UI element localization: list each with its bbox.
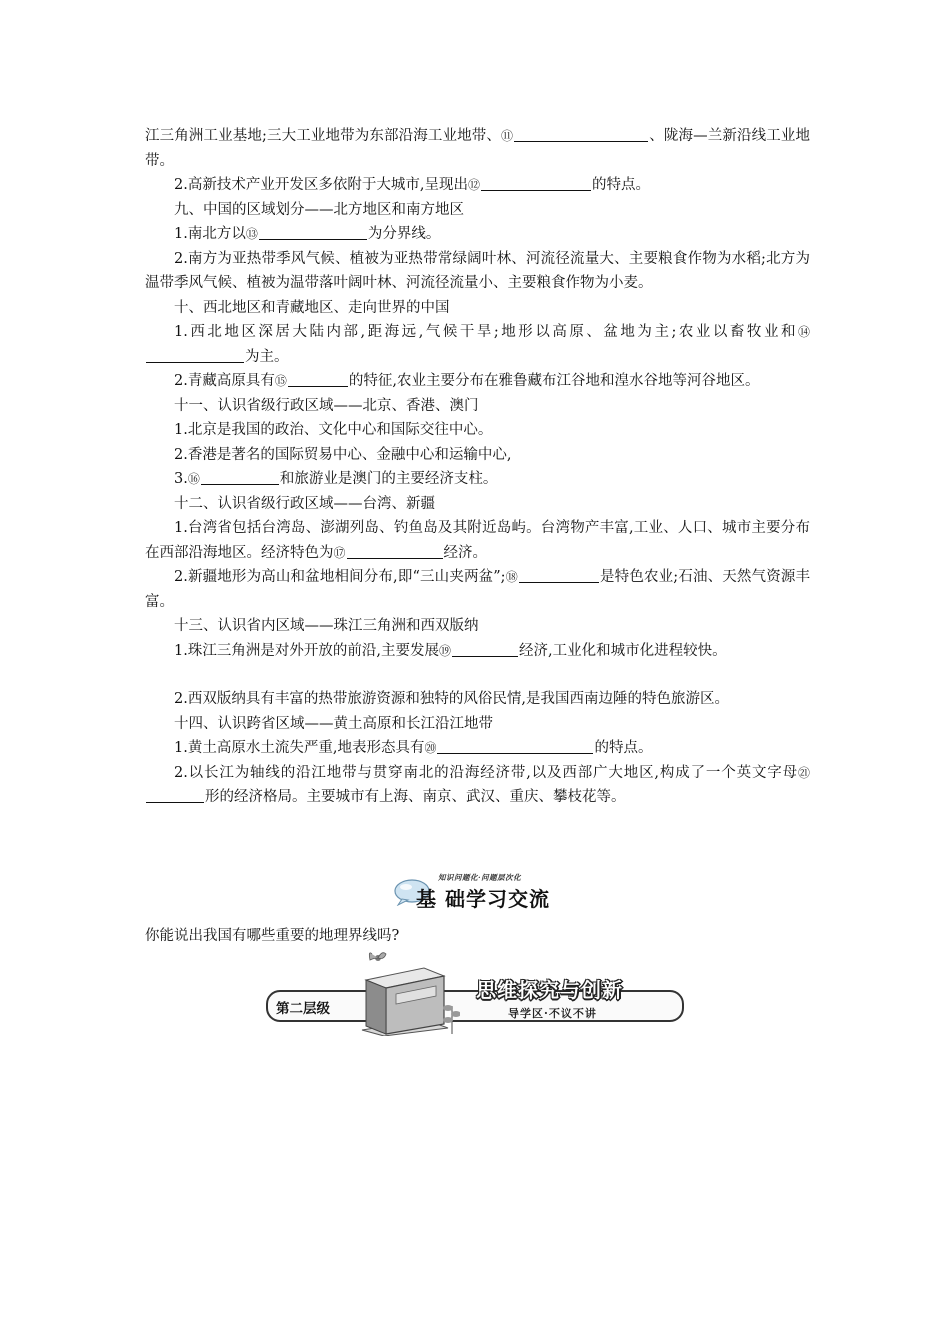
section-heading: 十三、认识省内区域——珠江三角洲和西双版纳: [174, 618, 479, 634]
blank-number: ⑰: [333, 545, 346, 560]
answer-blank[interactable]: [259, 224, 367, 240]
blank-number: ⑬: [245, 227, 258, 241]
level-two-banner: [262, 950, 684, 1036]
answer-blank[interactable]: [146, 347, 244, 363]
paragraph-macau: 3.⑯ 和旅游业是澳门的主要经济支柱。: [174, 471, 498, 487]
answer-blank[interactable]: [146, 787, 204, 803]
document-body: [145, 124, 810, 810]
answer-blank[interactable]: [347, 543, 443, 559]
banner-title: 思维探究与创新: [476, 978, 623, 1002]
paragraph-south-north: 2.南方为亚热带季风气候、植被为亚热带常绿阔叶林、河流径流量大、主要粮食作物为水稻;北方为温带季风气候、植被为温带落叶阔叶林、河流径流量小、主要粮食作物为小麦。: [145, 250, 810, 291]
blank-number: ⑫: [467, 178, 480, 192]
level-label: 第二层级: [276, 1001, 330, 1017]
answer-blank[interactable]: [519, 567, 599, 583]
banner-subtitle: 知识问题化·问题层次化: [438, 873, 522, 882]
paragraph-qinghai-tibet: 2.青藏高原具有⑮ 的特征,农业主要分布在雅鲁藏布江谷地和湟水谷地等河谷地区。: [174, 373, 760, 389]
blank-number: ⑱: [505, 570, 518, 584]
blank-number: ⑯: [187, 472, 200, 486]
section-heading: 十、西北地区和青藏地区、走向世界的中国: [174, 299, 450, 316]
discussion-question: 你能说出我国有哪些重要的地理界线吗?: [145, 928, 400, 944]
answer-blank[interactable]: [288, 371, 348, 387]
paragraph-northwest: 1.西北地区深居大陆内部,距海远,气候干旱;地形以高原、盆地为主;农业以畜牧业和⑭为主。: [145, 320, 810, 369]
blank-number: ⑮: [274, 374, 287, 388]
paragraph-hightech: 2.高新技术产业开发区多依附于大城市,呈现出⑫ 的特点。: [174, 177, 650, 193]
basic-study-banner: [394, 872, 564, 912]
section-heading: 十二、认识省级行政区域——台湾、新疆: [174, 495, 435, 512]
paragraph-taiwan: 1.台湾省包括台湾岛、澎湖列岛、钓鱼岛及其附近岛屿。台湾物产丰富,工业、人口、城市主要分布在西部沿海地区。经济特色为⑰ 经济。: [145, 520, 810, 561]
section-heading: 十四、认识跨省区域——黄土高原和长江沿江地带: [174, 715, 493, 732]
blank-number: ⑭: [797, 325, 810, 339]
blank-number: ⑳: [424, 741, 437, 755]
blank-number: ㉑: [797, 765, 810, 780]
section-heading: 十一、认识省级行政区域——北京、香港、澳门: [174, 397, 479, 414]
paragraph-beijing: 1.北京是我国的政治、文化中心和国际交往中心。: [174, 422, 493, 438]
spacer: [145, 663, 810, 687]
answer-blank[interactable]: [514, 126, 648, 142]
paragraph-pearl-river: 1.珠江三角洲是对外开放的前沿,主要发展⑲ 经济,工业化和城市化进程较快。: [174, 642, 727, 659]
banner-subtitle: 导学区·不议不讲: [508, 1007, 597, 1020]
answer-blank[interactable]: [452, 641, 518, 657]
section-heading: 九、中国的区域划分——北方地区和南方地区: [174, 201, 464, 218]
paragraph-industry-belts: 江三角洲工业基地;三大工业地带为东部沿海工业地带、⑪ 、陇海—兰新沿线工业地带。: [145, 128, 810, 169]
book-illustration-icon: [340, 950, 460, 1036]
answer-blank[interactable]: [481, 175, 591, 191]
paragraph-hongkong: 2.香港是著名的国际贸易中心、金融中心和运输中心,: [174, 446, 512, 463]
banner-title: 基 础学习交流: [416, 887, 550, 911]
blank-number: ⑲: [438, 643, 451, 658]
answer-blank[interactable]: [437, 738, 593, 754]
blank-number: ⑪: [501, 129, 514, 143]
paragraph-xishuangbanna: 2.西双版纳具有丰富的热带旅游资源和独特的风俗民情,是我国西南边陲的特色旅游区。: [174, 691, 729, 707]
answer-blank[interactable]: [201, 469, 279, 485]
paragraph-loess-plateau: 1.黄土高原水土流失严重,地表形态具有⑳ 的特点。: [174, 740, 653, 756]
paragraph-north-south-line: 1.南北方以⑬ 为分界线。: [174, 226, 441, 242]
paragraph-xinjiang: 2.新疆地形为高山和盆地相间分布,即“三山夹两盆”;⑱ 是特色农业;石油、天然气资源丰富。: [145, 569, 811, 610]
paragraph-yangtze-belt: 2.以长江为轴线的沿江地带与贯穿南北的沿海经济带,以及西部广大地区,构成了一个英文字母㉑形的经济格局。主要城市有上海、南京、武汉、重庆、攀枝花等。: [145, 761, 810, 810]
